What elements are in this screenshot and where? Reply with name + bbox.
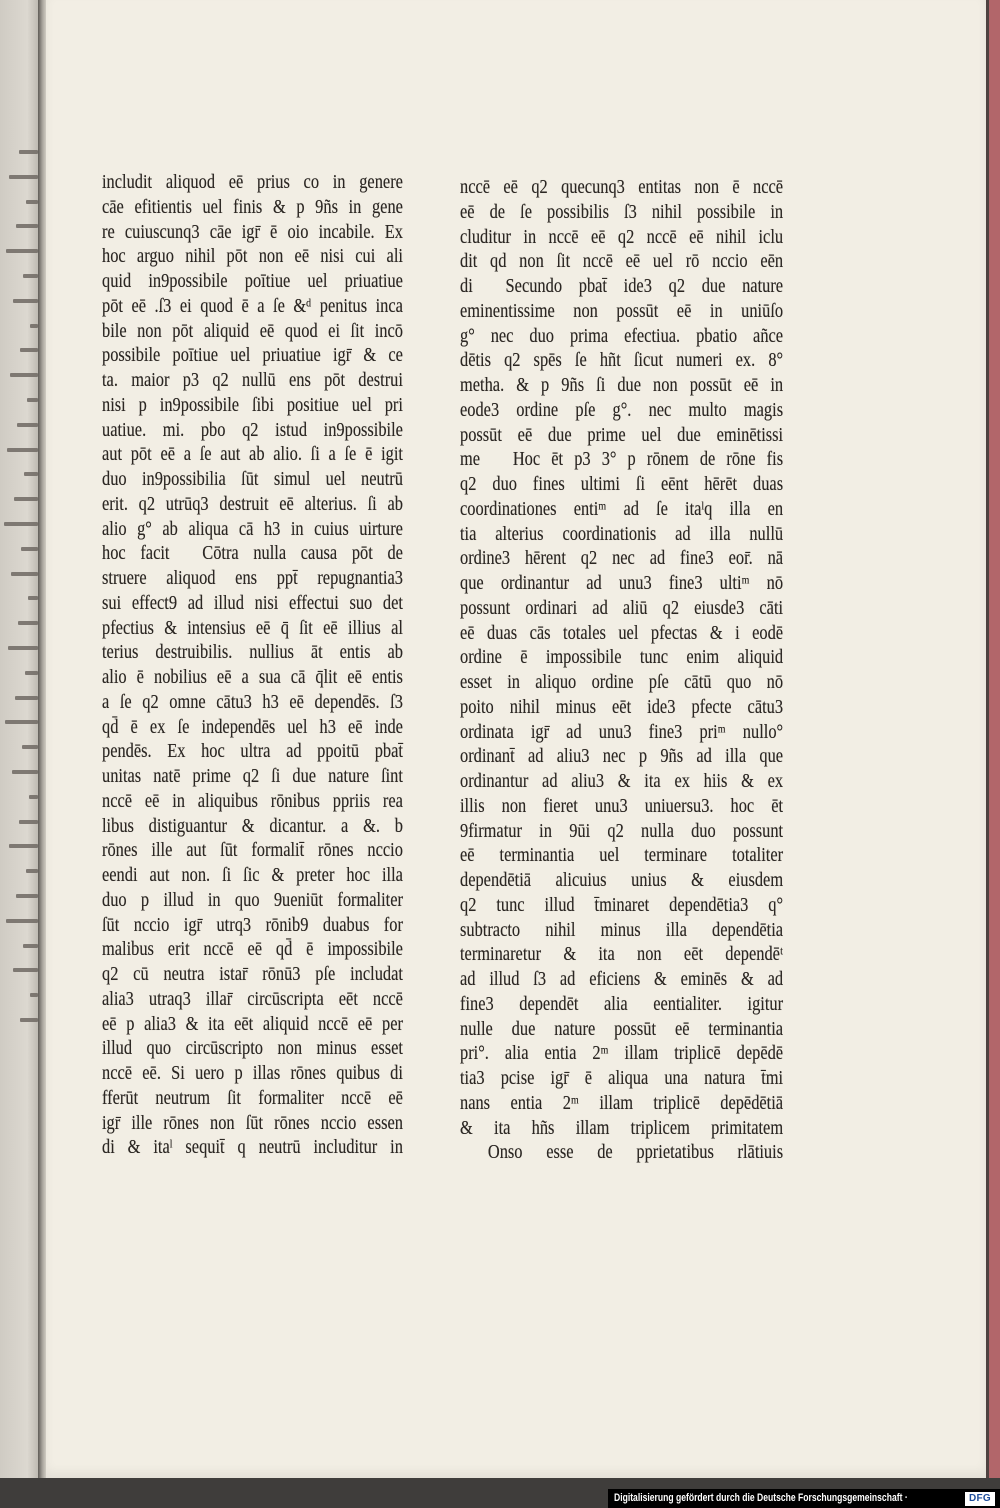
text-line: rōnes ille aut ſūt formalit̄ rōnes nccio bbox=[102, 839, 403, 862]
dfg-logo: DFG bbox=[965, 1492, 995, 1506]
text-line: fferūt neutrum ſit formaliter nccē eē bbox=[102, 1086, 403, 1109]
right-text-column bbox=[460, 175, 783, 1165]
previous-page-text-fragment bbox=[20, 348, 38, 352]
text-line: a ſe q2 omne cātu3 h3 eē dependēs. ſ3 bbox=[102, 690, 403, 713]
text-line: duo p illud in quo 9ueniūt formaliter bbox=[102, 888, 403, 911]
previous-page-text-fragment bbox=[23, 274, 38, 278]
previous-page-text-fragment bbox=[6, 919, 38, 923]
previous-page-text-fragment bbox=[12, 770, 38, 774]
text-line: pfectius & intensius eē q̄ ſit eē illius al bbox=[102, 616, 403, 639]
text-line: qd̄ ē ex ſe independēs uel h3 eē inde bbox=[102, 715, 403, 738]
previous-page-text-fragment bbox=[6, 249, 38, 253]
text-line: esset in aliquo ordine pſe cātū quo nō bbox=[460, 671, 784, 693]
text-line: igr̄ ille rōnes non ſūt rōnes nccio essen bbox=[102, 1111, 403, 1134]
previous-page-text-fragment bbox=[16, 224, 38, 228]
text-line: fine3 dependēt alia eentialiter. igitur bbox=[460, 992, 784, 1015]
text-line: ta. maior p3 q2 nullū ens pōt destrui bbox=[102, 369, 403, 391]
text-line: nisi p in9possibile ſibi positiue uel pri bbox=[102, 393, 403, 416]
text-line: dētis q2 spēs ſe hñt ſicut numeri ex. 8° bbox=[460, 349, 784, 372]
previous-page-text-fragment bbox=[13, 968, 38, 972]
previous-page-text-fragment bbox=[27, 398, 38, 402]
text-line: sui effect9 ad illud nisi effectui suo det bbox=[102, 591, 403, 614]
text-line: tia3 pcise igr̄ ē aliqua una natura t̄mi bbox=[460, 1067, 784, 1089]
text-line: eē terminantia uel terminare totaliter bbox=[460, 844, 784, 867]
text-line: uatiue. mi. pbo q2 istud in9possibile bbox=[102, 418, 403, 441]
text-line: ordinant̄ ad aliu3 nec p 9ñs ad illa que bbox=[460, 745, 784, 768]
text-line: dependētiā alicuius unius & eiusdem bbox=[460, 869, 784, 891]
text-line: coordinationes entiᵐ ad ſe itaˡq illa en bbox=[460, 497, 784, 520]
text-line: q2 tunc illud t̄minaret dependētia3 q° bbox=[460, 893, 784, 916]
text-line: dit qd non ſit nccē eē uel rō nccio eēn bbox=[460, 250, 784, 273]
previous-page-text-fragment bbox=[9, 844, 38, 848]
previous-page-text-fragment bbox=[11, 572, 38, 576]
previous-page-text-fragment bbox=[25, 671, 38, 675]
previous-page-text-fragment bbox=[13, 299, 38, 303]
text-line: quid in9possibile poītiue uel priuatiue bbox=[102, 270, 403, 292]
text-line: ordinantur ad aliu3 & ita ex hiis & ex bbox=[460, 770, 784, 792]
text-line: Onso esse de pprietatibus rlātiuis bbox=[487, 1141, 784, 1164]
text-line: erit. q2 utrūq3 destruit eē alterius. ſi ab bbox=[102, 492, 403, 515]
previous-page-text-fragment bbox=[7, 448, 38, 452]
text-line: q2 duo fines ultimi ſi eēnt hērēt duas bbox=[460, 473, 784, 495]
text-line: que ordinantur ad unu3 fine3 ultiᵐ nō bbox=[460, 572, 784, 594]
text-line: re cuiuscunq3 cāe igr̄ ē oio incabile. Ex bbox=[102, 220, 403, 243]
previous-page-edge bbox=[0, 0, 42, 1478]
left-text-column bbox=[102, 170, 403, 1160]
text-line: 9firmatur in 9ūi q2 nulla duo possunt bbox=[460, 819, 784, 842]
text-line: metha. & p 9ñs ſi due non possūt eē in bbox=[460, 374, 784, 396]
digitization-credit: Digitalisierung gefördert durch die Deutsche Forschungsgemeinschaft · bbox=[614, 1492, 908, 1504]
text-line: possunt ordinari ad aliū q2 eiusde3 cāti bbox=[460, 596, 784, 619]
previous-page-text-fragment bbox=[4, 522, 38, 526]
previous-page-text-fragment bbox=[17, 423, 38, 427]
text-line: subtracto nihil minus illa dependētia bbox=[460, 918, 784, 941]
text-line: cāe efitientis uel finis & p 9ñs in gene bbox=[102, 195, 403, 218]
previous-page-text-fragment bbox=[5, 720, 38, 724]
text-line: di & itaˡ sequit̄ q neutrū includitur in bbox=[102, 1136, 403, 1159]
text-line: ordine ē impossibile tunc enim aliquid bbox=[460, 646, 784, 669]
previous-page-text-fragment bbox=[29, 795, 38, 799]
text-line: eē de ſe possibilis ſ3 nihil possibile in bbox=[460, 200, 784, 223]
previous-page-text-fragment bbox=[14, 497, 38, 501]
text-line: duo in9possibilia ſūt simul uel neutrū bbox=[102, 468, 403, 490]
text-line: illis non fieret unu3 uniuersu3. hoc ēt bbox=[460, 794, 784, 817]
previous-page-text-fragment bbox=[21, 547, 38, 551]
text-line: ordinata igr̄ ad unu3 fine3 priᵐ nullo° bbox=[460, 720, 784, 743]
text-line: hoc arguo nihil pōt non eē nisi cui ali bbox=[102, 245, 403, 268]
previous-page-text-fragment bbox=[30, 324, 38, 328]
text-line: ſūt nccio igr̄ utrq3 rōnib9 duabus for bbox=[102, 913, 403, 936]
text-line: bile non pōt aliquid eē quod ei ſit incō bbox=[102, 319, 403, 342]
text-line: malibus erit nccē eē qd̄ ē impossibile bbox=[102, 938, 403, 961]
text-line: alia3 utraq3 illar̄ circūscripta eēt nccē bbox=[102, 987, 403, 1010]
previous-page-text-fragment bbox=[8, 646, 38, 650]
text-line: terius destruibilis. nullius āt entis ab bbox=[102, 641, 403, 664]
text-line: & ita hñs illam triplicem primitatem bbox=[460, 1116, 784, 1139]
previous-page-text-fragment bbox=[10, 373, 38, 377]
text-line: hoc facit Cōtra nulla causa pōt de bbox=[102, 542, 403, 565]
book-edge bbox=[986, 0, 1000, 1478]
text-line: tia alterius coordinationis ad illa nullū bbox=[460, 522, 784, 545]
previous-page-text-fragment bbox=[19, 150, 38, 154]
previous-page-text-fragment bbox=[9, 175, 38, 179]
text-line: possūt eē due prime uel due eminētissi bbox=[460, 423, 784, 446]
previous-page-text-fragment bbox=[28, 596, 38, 600]
text-line: nccē eē. Si uero p illas rōnes quibus di bbox=[102, 1062, 403, 1084]
text-line: alio ē nobilius eē a sua cā q̄lit eē entis bbox=[102, 666, 403, 688]
text-line: nans entia 2ᵐ illam triplicē depēdētiā bbox=[460, 1091, 784, 1114]
previous-page-text-fragment bbox=[20, 1018, 38, 1022]
text-line: includit aliquod eē prius co in genere bbox=[102, 171, 403, 193]
text-line: eode3 ordine pſe g°. nec multo magis bbox=[460, 398, 784, 421]
text-line: unitas natē prime q2 ſi due nature ſint bbox=[102, 765, 403, 787]
text-line: ad illud ſ3 ad eficiens & eminēs & ad bbox=[460, 968, 784, 990]
text-line: terminaretur & ita non eēt dependēᵗ bbox=[460, 943, 784, 966]
previous-page-text-fragment bbox=[18, 621, 38, 625]
text-line: nccē eē q2 quecunq3 entitas non ē nccē bbox=[460, 176, 784, 198]
text-line: illud quo circūscripto non minus esset bbox=[102, 1037, 403, 1060]
text-line: aut pōt eē a ſe aut ab alio. ſi a ſe ē igit bbox=[102, 443, 403, 466]
text-line: eminentissime non possūt eē in uniūſo bbox=[460, 299, 784, 322]
text-line: q2 cū neutra istar̄ rōnū3 pſe includat bbox=[102, 963, 403, 985]
previous-page-text-fragment bbox=[19, 820, 38, 824]
previous-page-text-fragment bbox=[26, 200, 38, 204]
text-line: cluditur in nccē eē q2 nccē eē nihil iclu bbox=[460, 225, 784, 248]
text-line: alio g° ab aliqua cā h3 in cuius uirture bbox=[102, 517, 403, 540]
text-line: nccē eē in aliquibus rōnibus ppriis rea bbox=[102, 789, 403, 812]
text-line: eē p alia3 & ita eēt aliquid nccē eē per bbox=[102, 1012, 403, 1035]
text-line: struere aliquod ens ppt̄ repugnantia3 bbox=[102, 567, 403, 589]
previous-page-text-fragment bbox=[30, 993, 38, 997]
text-line: nulle due nature possūt eē terminantia bbox=[460, 1017, 784, 1040]
previous-page-text-fragment bbox=[24, 472, 38, 476]
previous-page-text-fragment bbox=[16, 894, 38, 898]
text-line: ordine3 hērent q2 nec ad fine3 eor̄. nā bbox=[460, 547, 784, 570]
previous-page-text-fragment bbox=[23, 944, 38, 948]
text-line: possibile poītiue uel priuatiue igr̄ & ce bbox=[102, 344, 403, 367]
text-line: libus distiguantur & dicantur. a &. b bbox=[102, 814, 403, 837]
text-line: poito nihil minus eēt ide3 pfecte cātu3 bbox=[460, 695, 784, 718]
previous-page-text-fragment bbox=[26, 869, 38, 873]
text-line: pendēs. Ex hoc ultra ad ppoitū pbat̄ bbox=[102, 740, 403, 763]
text-line: pri°. alia entia 2ᵐ illam triplicē depēdē bbox=[460, 1042, 784, 1065]
previous-page-text-fragment bbox=[22, 745, 38, 749]
text-line: eendi aut non. ſi ſic & preter hoc illa bbox=[102, 864, 403, 886]
text-line: g° nec duo prima efectiua. pbatio añce bbox=[460, 324, 784, 347]
text-line: eē duas cās totales uel pfectas & i eodē bbox=[460, 621, 784, 644]
text-line: pōt eē .ſ3 ei quod ē a ſe &ᵈ penitus inca bbox=[102, 294, 403, 317]
text-line: di Secundo pbat̄ ide3 q2 due nature bbox=[460, 275, 784, 297]
text-line: me Hoc ēt p3 3° p rōnem de rōne fis bbox=[460, 448, 784, 471]
previous-page-text-fragment bbox=[15, 696, 38, 700]
